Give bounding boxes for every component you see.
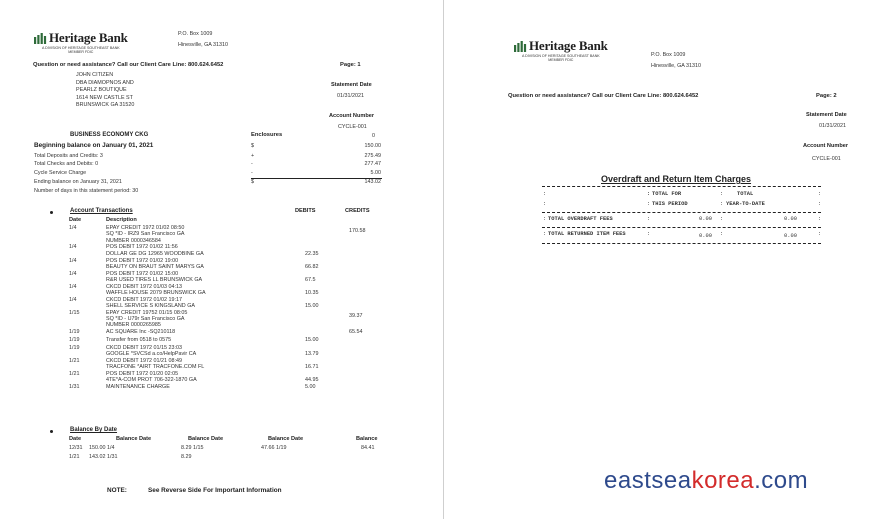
statement-date-label: Statement Date [806, 112, 847, 118]
bank-member: MEMBER FDIC [548, 58, 574, 62]
transaction-description: SHELL SERVICE S KINGSLAND GA [106, 303, 195, 310]
summary-label: Total Checks and Debits: 0 [34, 161, 99, 167]
returned-fees-label: TOTAL RETURNED ITEM FEES [548, 231, 626, 237]
account-type: BUSINESS ECONOMY CKG [70, 132, 149, 138]
table-colon: : [647, 216, 651, 222]
watermark [604, 467, 808, 495]
transaction-date: 1/4 [69, 244, 77, 251]
table-colon: : [818, 191, 822, 197]
section-bullet [50, 211, 53, 214]
transaction-credit: 65.54 [349, 329, 363, 336]
bank-name: Heritage Bank [529, 38, 608, 53]
bank-logo [34, 30, 128, 54]
transaction-debit: 16.71 [305, 364, 319, 371]
watermark-part: korea [691, 467, 755, 494]
transaction-description: CKCD DEBIT 1972 01/03 04:13 [106, 283, 183, 290]
transaction-date: 1/21 [69, 358, 80, 364]
table-colon: : [720, 216, 724, 222]
transaction-debit: 66.82 [305, 263, 319, 270]
customer-line: JOHN CITIZEN [76, 72, 114, 78]
transaction-description: Transfer from 0518 to 0575 [106, 337, 172, 344]
transaction-description: R&R USED TIRES LL BRUNSWICK GA [106, 276, 203, 283]
table-colon: : [543, 216, 547, 222]
transaction-description: CKCD DEBIT 1972 01/02 19:17 [106, 296, 183, 303]
summary-amount: 277.47 [364, 161, 381, 167]
overdraft-fees-period: 0.00 [699, 216, 712, 222]
overdraft-title: Overdraft and Return Item Charges [601, 174, 752, 184]
transaction-date: 1/19 [69, 329, 80, 336]
summary-amount: 143.02 [364, 179, 381, 185]
transaction-description: POS DEBIT 1972 01/02 19:00 [106, 257, 179, 264]
contact-line: Question or need assistance? Call our Client Care Line: 800.624.6452 [508, 93, 699, 99]
transaction-date: 1/4 [69, 296, 77, 303]
bank-name: Heritage Bank [49, 30, 128, 45]
transaction-description: EPAY CREDIT 1972 01/02 08:50 [106, 225, 185, 231]
customer-line: 1614 NEW CASTLE ST [76, 94, 133, 101]
transaction-description: 4TE*A-COM PROT 706-322-1870 GA [106, 377, 197, 384]
dashed-rule [542, 186, 821, 187]
transaction-credit: 170.58 [349, 228, 366, 235]
table-colon: : [647, 201, 651, 207]
enclosures-value: 0 [372, 133, 375, 139]
debits-header: DEBITS [295, 208, 316, 214]
balance-cell: 47.66 1/19 [261, 445, 287, 451]
balance-cell: 8.29 [181, 454, 192, 460]
note-label: NOTE: [107, 487, 127, 494]
header-ytd: YEAR-TO-DATE [726, 201, 765, 207]
transaction-credit: 39.37 [349, 313, 363, 320]
transaction-description: NUMBER 0000346584 [106, 237, 161, 244]
dashed-rule [542, 227, 821, 228]
transaction-debit: 15.00 [305, 337, 319, 344]
table-colon: : [818, 231, 822, 237]
description-header: Description [106, 217, 137, 223]
table-colon: : [543, 191, 547, 197]
balance-cell: 150.00 1/4 [89, 445, 115, 451]
balance-cell: 1/21 [69, 454, 80, 460]
table-colon: : [818, 216, 822, 222]
transaction-debit: 15.00 [305, 303, 319, 310]
balance-header: Balance [356, 436, 378, 442]
account-number-label: Account Number [329, 113, 375, 119]
overdraft-fees-ytd: 0.00 [784, 216, 797, 222]
account-number: CYCLE-001 [338, 124, 367, 130]
transaction-date: 1/15 [69, 309, 80, 316]
watermark-part: eastsea [604, 467, 692, 494]
balance-table [69, 436, 381, 466]
table-colon: : [543, 201, 547, 207]
customer-line: BRUNSWICK GA 31520 [76, 102, 135, 109]
bank-city: Hinesville, GA 31310 [178, 42, 229, 48]
summary-amount: 5.00 [370, 170, 381, 176]
customer-address [76, 72, 134, 110]
summary-symbol: + [251, 153, 255, 159]
balance-header: Date [69, 436, 82, 442]
transaction-description: SQ *ID - U79r San Francisco GA [106, 316, 185, 323]
enclosures-label: Enclosures [251, 132, 283, 138]
bank-logo-icon [514, 41, 527, 52]
summary-label: Total Deposits and Credits: 3 [34, 153, 103, 159]
customer-line: PEARLZ BOUTIQUE [76, 87, 127, 94]
dashed-rule [542, 212, 821, 213]
transaction-description: CKCD DEBIT 1972 01/15 23:03 [106, 344, 183, 351]
bank-division: A DIVISION OF HERITAGE SOUTHEAST BANK [521, 54, 600, 58]
table-colon: : [720, 191, 724, 197]
balance-header: Balance Date [188, 436, 224, 442]
transaction-description: AC SQUARE Inc -SQ210118 [106, 329, 176, 336]
table-colon: : [647, 191, 651, 197]
transaction-description: POS DEBIT 1972 01/02 15:00 [106, 270, 179, 277]
summary-amount: 150.00 [364, 143, 381, 149]
page-number: Page: 2 [816, 93, 837, 99]
balance-header: Balance Date [116, 436, 152, 442]
table-colon: : [720, 231, 724, 237]
transaction-description: WAFFLE HOUSE 2079 BRUNSWICK GA [106, 289, 206, 296]
transaction-debit: 10.35 [305, 289, 319, 296]
section-bullet [50, 430, 53, 433]
customer-line: DBA DIAMOPNOS AND [76, 79, 134, 86]
statement-date: 01/31/2021 [337, 93, 364, 99]
transaction-date: 1/21 [69, 371, 80, 378]
transaction-date: 1/19 [69, 337, 80, 344]
transactions-title: Account Transactions [70, 208, 133, 214]
transaction-description: NUMBER 0000265985 [106, 322, 161, 329]
table-colon: : [647, 231, 651, 237]
transaction-date: 1/19 [69, 344, 80, 351]
transaction-description: POS DEBIT 1972 01/20 02:05 [106, 371, 179, 378]
po-box: P.O. Box 1009 [651, 52, 686, 58]
transaction-date: 1/31 [69, 384, 80, 391]
bank-division: A DIVISION OF HERITAGE SOUTHEAST BANK [41, 46, 120, 50]
summary-symbol: $ [251, 179, 254, 185]
page-divider [443, 0, 444, 519]
transaction-description: EPAY CREDIT 19752 01/15 08:05 [106, 309, 188, 316]
returned-fees-period: 0.00 [699, 233, 712, 239]
balance-cell: 143.02 1/31 [89, 454, 118, 460]
balance-header: Balance Date [268, 436, 304, 442]
page-number: Page: 1 [340, 62, 361, 68]
transaction-description: POS DEBIT 1972 01/02 11:56 [106, 244, 178, 251]
balance-cell: 12/31 [69, 445, 83, 451]
bank-logo-icon [34, 33, 47, 44]
transaction-description: DOLLAR GE DG 12965 WOODBINE GA [106, 250, 204, 257]
dashed-rule [542, 243, 821, 244]
summary-rule [251, 178, 382, 179]
transaction-date: 1/4 [69, 283, 77, 290]
days-note: Number of days in this statement period: 30 [34, 188, 139, 194]
header-total: TOTAL [737, 191, 754, 197]
transaction-debit: 13.79 [305, 351, 319, 358]
po-box: P.O. Box 1009 [178, 31, 213, 37]
table-colon: : [818, 201, 822, 207]
transaction-description: SQ *ID - IRZ9 San Francisco GA [106, 231, 185, 238]
transaction-date: 1/4 [69, 257, 77, 264]
table-colon: : [720, 201, 724, 207]
transaction-debit: 44.95 [305, 377, 319, 384]
balance-title: Balance By Date [70, 427, 118, 433]
bank-member: MEMBER FDIC [68, 50, 94, 54]
overdraft-fees-label: TOTAL OVERDRAFT FEES [548, 216, 613, 222]
bank-city: Hinesville, GA 31310 [651, 63, 702, 69]
transaction-description: CKCD DEBIT 1972 01/21 08:49 [106, 358, 183, 364]
summary-label: Ending balance on January 31, 2021 [34, 179, 122, 185]
summary-label: Cycle Service Charge [34, 170, 87, 176]
transaction-date: 1/4 [69, 270, 77, 277]
balance-cell: 8.29 1/15 [181, 445, 204, 451]
summary-amount: 275.49 [364, 153, 381, 159]
statement-date: 01/31/2021 [819, 123, 846, 129]
account-number: CYCLE-001 [812, 156, 841, 162]
transaction-description: GOOGLE *SVCSd a.co/HelpPavir CA [106, 351, 197, 358]
contact-line: Question or need assistance? Call our Client Care Line: 800.624.6452 [33, 62, 224, 68]
summary-symbol: - [251, 170, 253, 176]
balance-cell: 84.41 [361, 445, 375, 451]
summary-symbol: - [251, 161, 253, 167]
bank-logo [514, 38, 608, 62]
credits-header: CREDITS [345, 208, 370, 214]
transaction-debit: 5.00 [305, 384, 316, 391]
transaction-description: BEAUTY ON BRAUT SAINT MARYS GA [106, 263, 204, 270]
transaction-description: TRACFONE *AIRT TRACFONE.COM FL [106, 364, 205, 371]
transaction-debit: 22.35 [305, 250, 319, 257]
summary-symbol: $ [251, 143, 254, 149]
transaction-date: 1/4 [69, 225, 77, 231]
date-header: Date [69, 217, 82, 223]
note-text: See Reverse Side For Important Information [148, 487, 282, 494]
account-number-label: Account Number [803, 143, 849, 149]
summary-label: Beginning balance on January 01, 2021 [34, 142, 154, 149]
header-total-for: TOTAL FOR [652, 191, 682, 197]
table-colon: : [543, 231, 547, 237]
transactions-table [69, 225, 379, 415]
returned-fees-ytd: 0.00 [784, 233, 797, 239]
watermark-part: .com [754, 467, 809, 494]
header-this-period: THIS PERIOD [652, 201, 688, 207]
statement-date-label: Statement Date [331, 82, 372, 88]
transaction-description: MAINTENANCE CHARGE [106, 384, 170, 391]
transaction-debit: 67.5 [305, 276, 316, 283]
